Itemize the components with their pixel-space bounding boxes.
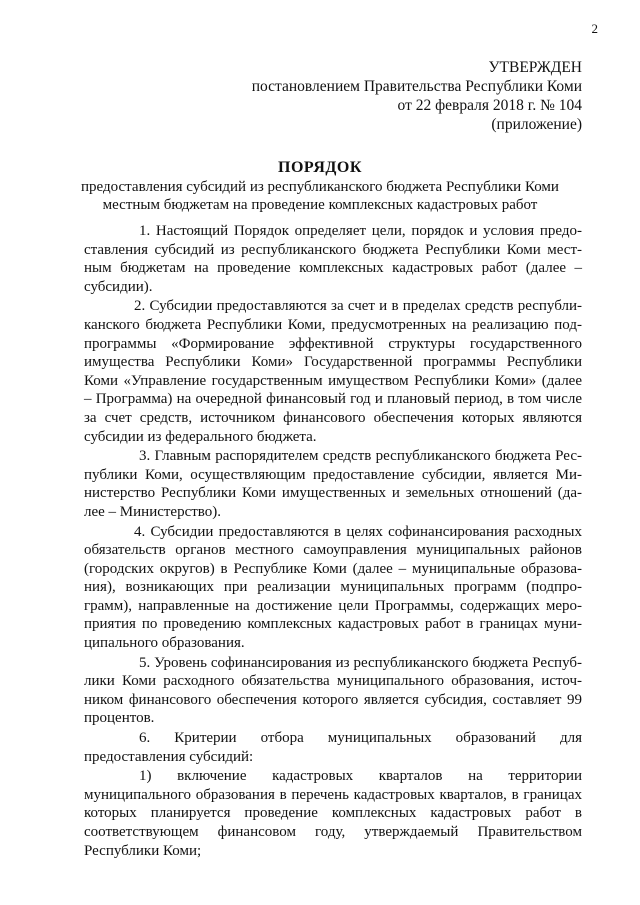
approval-heading: УТВЕРЖДЕН <box>488 59 582 76</box>
document-subtitle <box>0 178 640 214</box>
document-title: ПОРЯДОК <box>278 159 362 176</box>
page-number: 2 <box>591 21 598 36</box>
approval-line-date: от 22 февраля 2018 г. № 104 <box>397 97 582 114</box>
paragraph-6: 6. Критерии отбора муниципальных образований для предоставления субсидий: <box>84 730 582 765</box>
approval-stamp <box>252 58 582 134</box>
subtitle-line-1: предоставления субсидий из республиканского бюджета Республики Коми <box>81 179 559 195</box>
paragraph-6-item-1: 1) включение кадастровых кварталов на территории муниципального образования в перечень кадастровых кварталов, в границах которых планируется проведение комплексных кадастровых работ в соответствующем финансовом году, утверждаемый Правительством Республики Коми; <box>84 768 582 859</box>
document-body <box>84 222 582 861</box>
subtitle-line-2: местным бюджетам на проведение комплексных кадастровых работ <box>102 197 538 213</box>
approval-line-resolution: постановлением Правительства Республики Коми <box>251 78 582 95</box>
paragraph-2: 2. Субсидии предоставляются за счет и в пределах средств республиканского бюджета Республики Коми, предусмотренных на реализацию подпрограммы «Формирование эффективной структуры государственного имущества Республики Коми» Государственной программы Республики Коми «Управление государственным имуществом Республики Коми» (далее – Программа) на очередной финансовый год и плановый период, в том числе за счет средств, источником финансового обеспечения которых являются субсидии из федерального бюджета. <box>84 298 582 445</box>
paragraph-5: 5. Уровень софинансирования из республиканского бюджета Республики Коми расходного обязательства муниципального образования, источником финансового обеспечения которого является субсидия, составляет 99 процентов. <box>84 654 582 727</box>
paragraph-4: 4. Субсидии предоставляются в целях софинансирования расходных обязательств органов местного самоуправления муниципальных районов (городских округов) в Республике Коми (далее – муниципальные образования), возникающих при реализации муниципальных программ (подпрограмм), направленные на достижение цели Программы, содержащих мероприятия по проведению комплексных кадастровых работ в границах муниципального образования. <box>84 523 582 652</box>
approval-line-appendix: (приложение) <box>491 116 582 133</box>
paragraph-3: 3. Главным распорядителем средств республиканского бюджета Республики Коми, осуществляющим предоставление субсидии, является Министерство Республики Коми имущественных и земельных отношений (далее – Министерство). <box>84 448 582 520</box>
paragraph-1: 1. Настоящий Порядок определяет цели, порядок и условия предоставления субсидий из республиканского бюджета Республики Коми местным бюджетам на проведение комплексных кадастровых работ (далее – субсидии). <box>84 223 582 295</box>
